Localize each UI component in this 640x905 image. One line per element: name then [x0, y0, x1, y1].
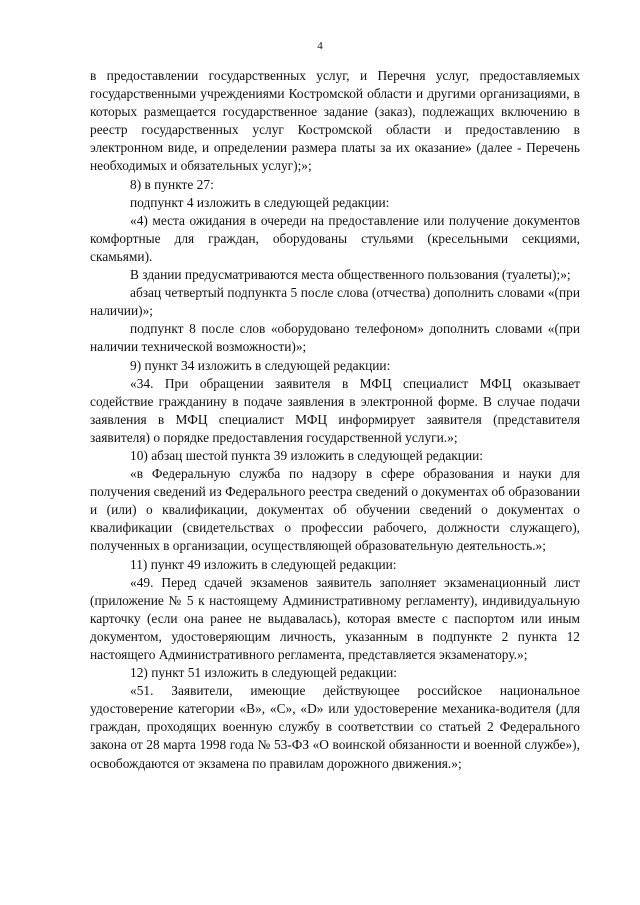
paragraph: подпункт 4 изложить в следующей редакции:	[130, 194, 390, 210]
paragraph: «51. Заявители, имеющие действующее российское национальное удостоверение категории «B», «C», «D» или удостоверение механика-водителя (для граждан, проходящих военную службу в соответствии со статьей 2 Федерального закона от 28 марта 1998 года № 53-ФЗ «О воинской обязанности и военной службе»), освобождаются от экзамена по правилам дорожного движения.»;	[90, 683, 580, 771]
paragraph: 8) в пункте 27:	[130, 176, 214, 192]
paragraph: «34. При обращении заявителя в МФЦ специалист МФЦ оказывает содействие гражданину в подаче заявления в электронной форме. В случае подачи заявления в МФЦ специалист МФЦ информирует заявителя (представителя заявителя) о порядке предоставления государственной услуги.»;	[90, 375, 580, 445]
paragraph: абзац четвертый подпункта 5 после слова (отчества) дополнить словами «(при наличии)»;	[90, 285, 580, 319]
paragraph: «в Федеральную служба по надзору в сфере образования и науки для получения сведений из Федерального реестра сведений о документах об образовании и (или) о квалификации, документах об обучении сведений о документах о квалификации (свидетельствах о профессии рабочего, должности служащего), полученных в организации, осуществляющей образовательную деятельность.»;	[90, 466, 580, 554]
paragraph: 12) пункт 51 изложить в следующей редакции:	[130, 665, 398, 681]
paragraph: подпункт 8 после слов «оборудовано телефоном» дополнить словами «(при наличии технической возможности)»;	[90, 321, 580, 355]
paragraph: 9) пункт 34 изложить в следующей редакции:	[130, 357, 391, 373]
paragraph: «49. Перед сдачей экзаменов заявитель заполняет экзаменационный лист (приложение № 5 к настоящему Административному регламенту), индивидуальную карточку (если она ранее не выдавалась), которая вместе с паспортом или иным документом, удостоверяющим личность, указанным в подпункте 2 пункта 12 настоящего Административного регламента, представляется экзаменатору.»;	[90, 574, 580, 662]
paragraph: 10) абзац шестой пункта 39 изложить в следующей редакции:	[130, 447, 484, 463]
paragraph: «4) места ожидания в очереди на предоставление или получение документов комфортные для граждан, оборудованы стульями (кресельными секциями, скамьями).	[90, 212, 580, 264]
paragraph: В здании предусматриваются места общественного пользования (туалеты);»;	[130, 267, 571, 283]
paragraph: 11) пункт 49 изложить в следующей редакции:	[130, 556, 397, 572]
page-number: 4	[317, 40, 323, 52]
document-body	[90, 67, 580, 773]
paragraph: в предоставлении государственных услуг, и Перечня услуг, предоставляемых государственными учреждениями Костромской области и другими организациями, в которых размещается государственное задание (заказ), подлежащих включению в реестр государственных услуг Костромской области и предоставлению в электронном виде, и определении размера платы за их оказание» (далее - Перечень необходимых и обязательных услуг);»;	[90, 68, 580, 174]
